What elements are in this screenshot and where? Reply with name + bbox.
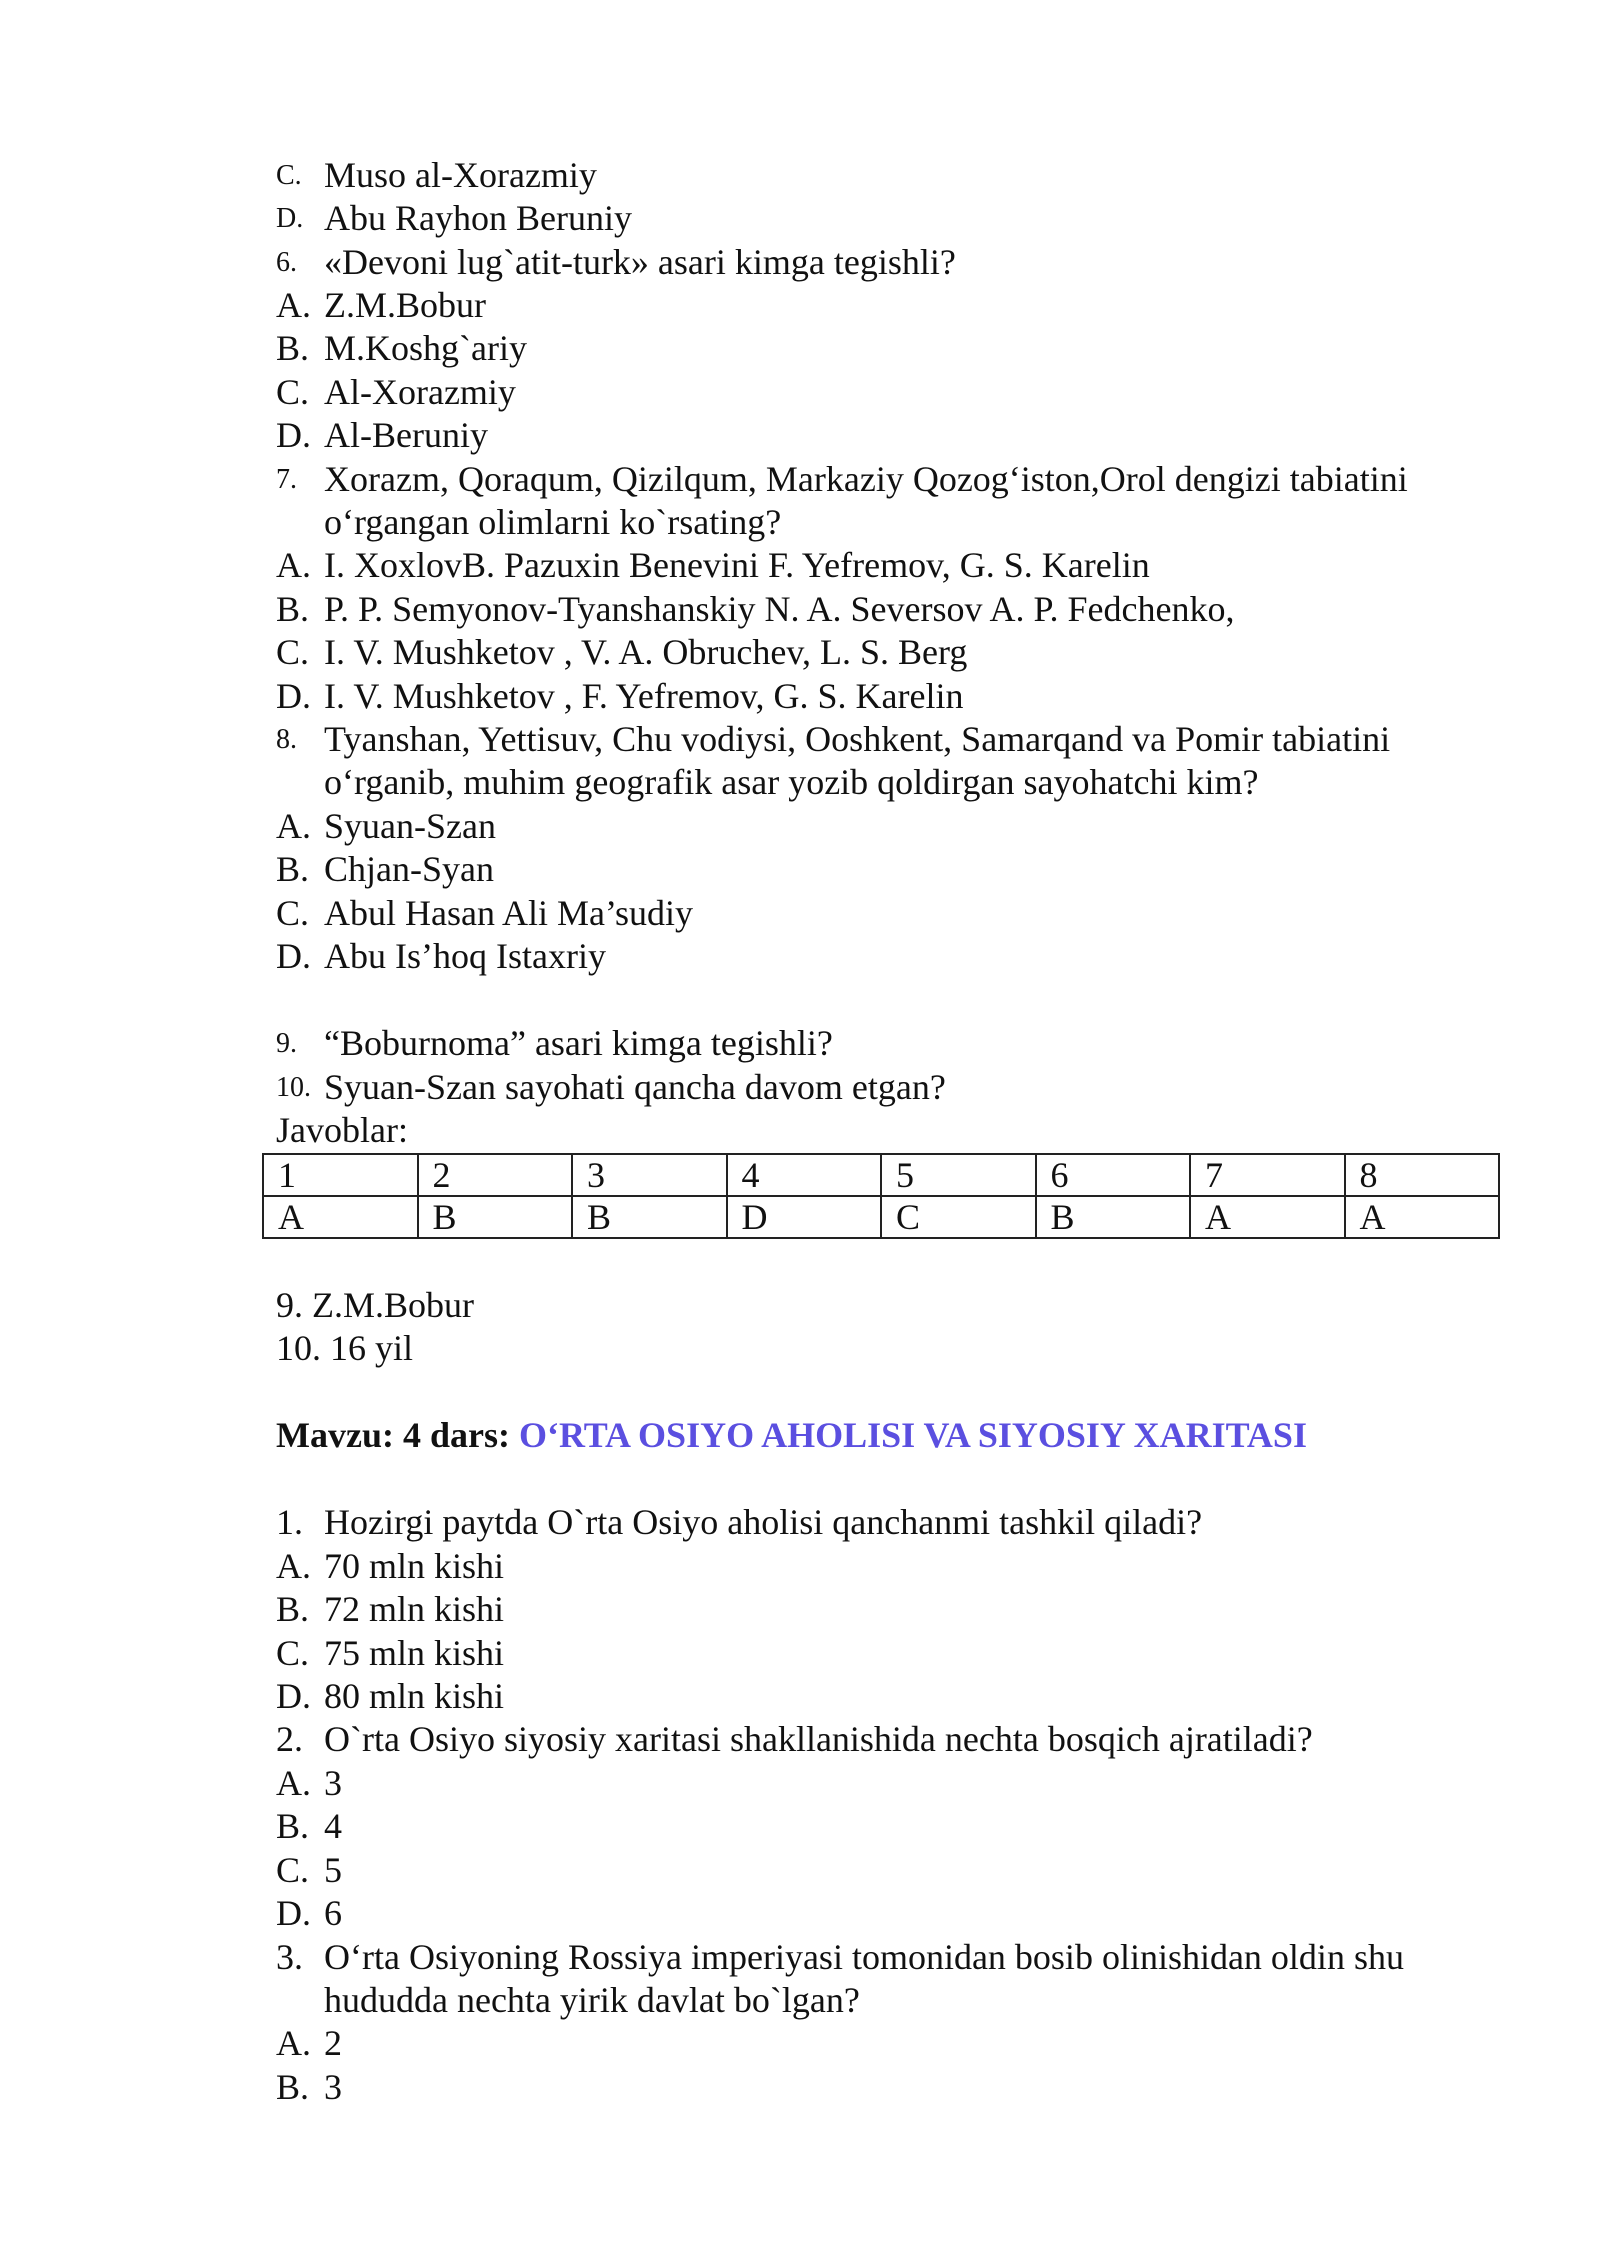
option-text: 3 (324, 2067, 342, 2107)
option-letter: D. (276, 1893, 311, 1933)
table-cell: 2 (418, 1154, 573, 1196)
extra-answer-text: 10. 16 yil (276, 1328, 414, 1368)
option-text: I. XoxlovB. Pazuxin Benevini F. Yefremov, G. S. Karelin (324, 545, 1150, 585)
option-letter: D. (276, 936, 311, 976)
question-text: “Boburnoma” asari kimga tegishli? (324, 1023, 833, 1063)
question-number: 6. (276, 247, 297, 278)
option-letter: A. (276, 545, 311, 585)
question-text: O`rta Osiyo siyosiy xaritasi shakllanishida nechta bosqich ajratiladi? (324, 1719, 1313, 1759)
topic-prefix: Mavzu: 4 dars: (276, 1415, 510, 1455)
option-text: Chjan-Syan (324, 849, 494, 889)
question-text: Syuan-Szan sayohati qancha davom etgan? (324, 1067, 946, 1107)
option-letter: B. (276, 1589, 310, 1629)
table-row (263, 1196, 1499, 1238)
option-text: 4 (324, 1806, 342, 1846)
answers-label-text: Javoblar: (276, 1110, 408, 1150)
option-letter: B. (276, 589, 310, 629)
question-text-continued: o‘rgangan olimlarni ko`rsating? (324, 502, 782, 543)
question-number: 10. (276, 1072, 311, 1103)
item-marker: C. (276, 160, 302, 191)
item-marker: D. (276, 203, 304, 234)
table-cell: A (1345, 1196, 1500, 1238)
question-text: Hozirgi paytda O`rta Osiyo aholisi qanchanmi tashkil qiladi? (324, 1502, 1203, 1542)
question-number: 3. (276, 1937, 303, 1977)
option-letter: A. (276, 806, 311, 846)
option-letter: C. (276, 372, 310, 412)
option-letter: B. (276, 2067, 310, 2107)
table-cell: 3 (572, 1154, 727, 1196)
table-cell: 4 (727, 1154, 882, 1196)
table-cell: A (263, 1196, 418, 1238)
option-text: P. P. Semyonov-Tyanshanskiy N. A. Seversov A. P. Fedchenko, (324, 589, 1235, 629)
table-cell: 7 (1190, 1154, 1345, 1196)
question-number: 9. (276, 1028, 297, 1059)
option-letter: C. (276, 893, 310, 933)
question-text-continued: hududda nechta yirik davlat bo`lgan? (324, 1980, 860, 2021)
item-text: Muso al-Xorazmiy (324, 155, 597, 195)
option-text: 6 (324, 1893, 342, 1933)
option-text: 5 (324, 1850, 342, 1890)
question-number: 1. (276, 1502, 303, 1542)
question-text: Xorazm, Qoraqum, Qizilqum, Markaziy Qozog‘iston,Orol dengizi tabiatini (324, 459, 1408, 499)
table-cell: 5 (881, 1154, 1036, 1196)
extra-answer-text: 9. Z.M.Bobur (276, 1285, 474, 1325)
option-text: M.Koshg`ariy (324, 328, 527, 368)
option-text: 80 mln kishi (324, 1676, 505, 1716)
question-number: 8. (276, 724, 297, 755)
option-letter: A. (276, 1763, 311, 1803)
table-cell: C (881, 1196, 1036, 1238)
option-letter: C. (276, 1850, 310, 1890)
option-letter: D. (276, 676, 311, 716)
option-text: Al-Beruniy (324, 415, 488, 455)
option-text: 2 (324, 2023, 342, 2063)
table-cell: B (572, 1196, 727, 1238)
option-letter: C. (276, 1633, 310, 1673)
table-row (263, 1154, 1499, 1196)
option-text: 72 mln kishi (324, 1589, 505, 1629)
option-letter: B. (276, 1806, 310, 1846)
table-cell: D (727, 1196, 882, 1238)
option-text: 70 mln kishi (324, 1546, 505, 1586)
option-letter: D. (276, 415, 311, 455)
table-cell: B (418, 1196, 573, 1238)
option-letter: A. (276, 1546, 311, 1586)
question-text: Tyanshan, Yettisuv, Chu vodiysi, Ooshkent, Samarqand va Pomir tabiatini (324, 719, 1391, 759)
question-number: 7. (276, 464, 297, 495)
question-text-continued: o‘rganib, muhim geografik asar yozib qoldirgan sayohatchi kim? (324, 762, 1259, 803)
option-letter: B. (276, 328, 310, 368)
option-text: Z.M.Bobur (324, 285, 486, 325)
answers-table (262, 1153, 1500, 1239)
option-text: Syuan-Szan (324, 806, 496, 846)
option-text: 3 (324, 1763, 342, 1803)
table-cell: A (1190, 1196, 1345, 1238)
table-cell: 1 (263, 1154, 418, 1196)
option-text: Al-Xorazmiy (324, 372, 516, 412)
option-text: I. V. Mushketov , F. Yefremov, G. S. Karelin (324, 676, 964, 716)
topic-title: O‘RTA OSIYO AHOLISI VA SIYOSIY XARITASI (518, 1415, 1307, 1455)
option-letter: A. (276, 2023, 311, 2063)
option-text: I. V. Mushketov , V. A. Obruchev, L. S. Berg (324, 632, 968, 672)
option-text: Abu Is’hoq Istaxriy (324, 936, 606, 976)
table-cell: B (1036, 1196, 1191, 1238)
option-letter: C. (276, 632, 310, 672)
item-text: Abu Rayhon Beruniy (324, 198, 632, 238)
question-number: 2. (276, 1719, 303, 1759)
option-letter: D. (276, 1676, 311, 1716)
table-cell: 8 (1345, 1154, 1500, 1196)
option-text: 75 mln kishi (324, 1633, 505, 1673)
table-cell: 6 (1036, 1154, 1191, 1196)
option-letter: B. (276, 849, 310, 889)
option-letter: A. (276, 285, 311, 325)
question-text: «Devoni lug`atit-turk» asari kimga tegishli? (324, 242, 956, 282)
option-text: Abul Hasan Ali Ma’sudiy (324, 893, 693, 933)
question-text: O‘rta Osiyoning Rossiya imperiyasi tomonidan bosib olinishidan oldin shu (324, 1937, 1404, 1977)
